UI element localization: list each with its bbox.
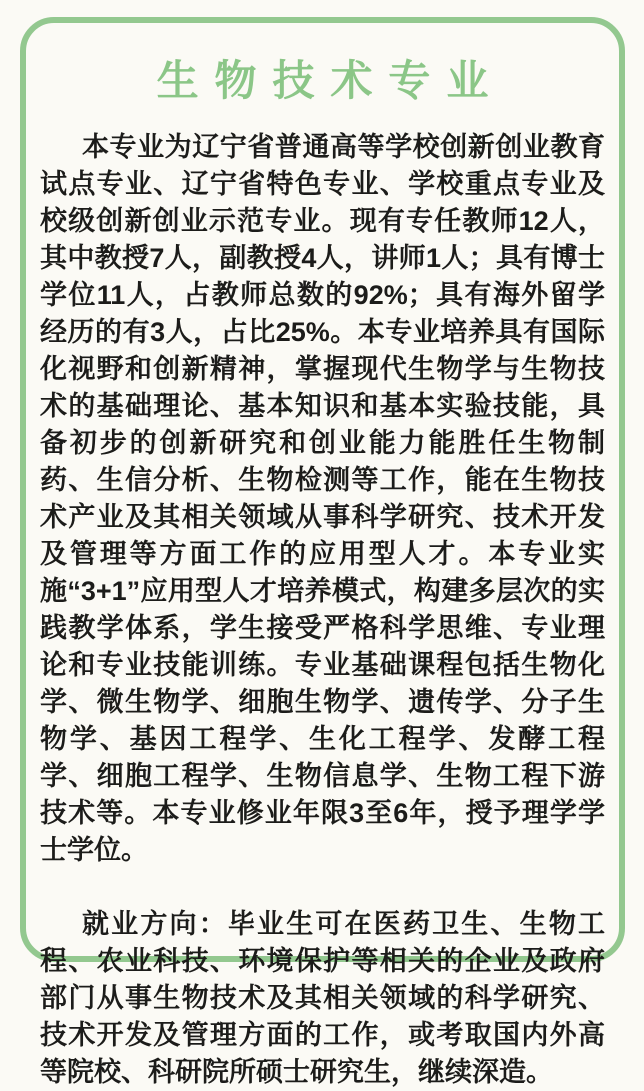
major-introduction-paragraph: 本专业为辽宁省普通高等学校创新创业教育试点专业、辽宁省特色专业、学校重点专业及校级创新创业示范专业。现有专任教师12人，其中教授7人，副教授4人，讲师1人；具有博士学位11人，占教师总数的92%；具有海外留学经历的有3人，占比25%。本专业培养具有国际化视野和创新精神，掌握现代生物学与生物技术的基础理论、基本知识和基本实验技能，具备初步的创新研究和创业能力能胜任生物制药、生信分析、生物检测等工作，能在生物技术产业及其相关领域从事科学研究、技术开发及管理等方面工作的应用型人才。本专业实施“3+1”应用型人才培养模式，构建多层次的实践教学体系，学生接受严格科学思维、专业理论和专业技能训练。专业基础课程包括生物化学、微生物学、细胞生物学、遗传学、分子生物学、基因工程学、生化工程学、发酵工程学、细胞工程学、生物信息学、生物工程下游技术等。本专业修业年限3至6年，授予理学学士学位。 bbox=[40, 132, 605, 865]
page-title: 生物技术专业 bbox=[156, 57, 505, 104]
body-text-block bbox=[26, 129, 619, 1091]
employment-direction-paragraph: 就业方向：毕业生可在医药卫生、生物工程、农业科技、环境保护等相关的企业及政府部门从事生物技术及其相关领域的科学研究、技术开发及管理方面的工作，或考取国内外高等院校、科研院所硕士研究生，继续深造。 bbox=[40, 909, 605, 1087]
green-border-frame bbox=[20, 17, 625, 1087]
